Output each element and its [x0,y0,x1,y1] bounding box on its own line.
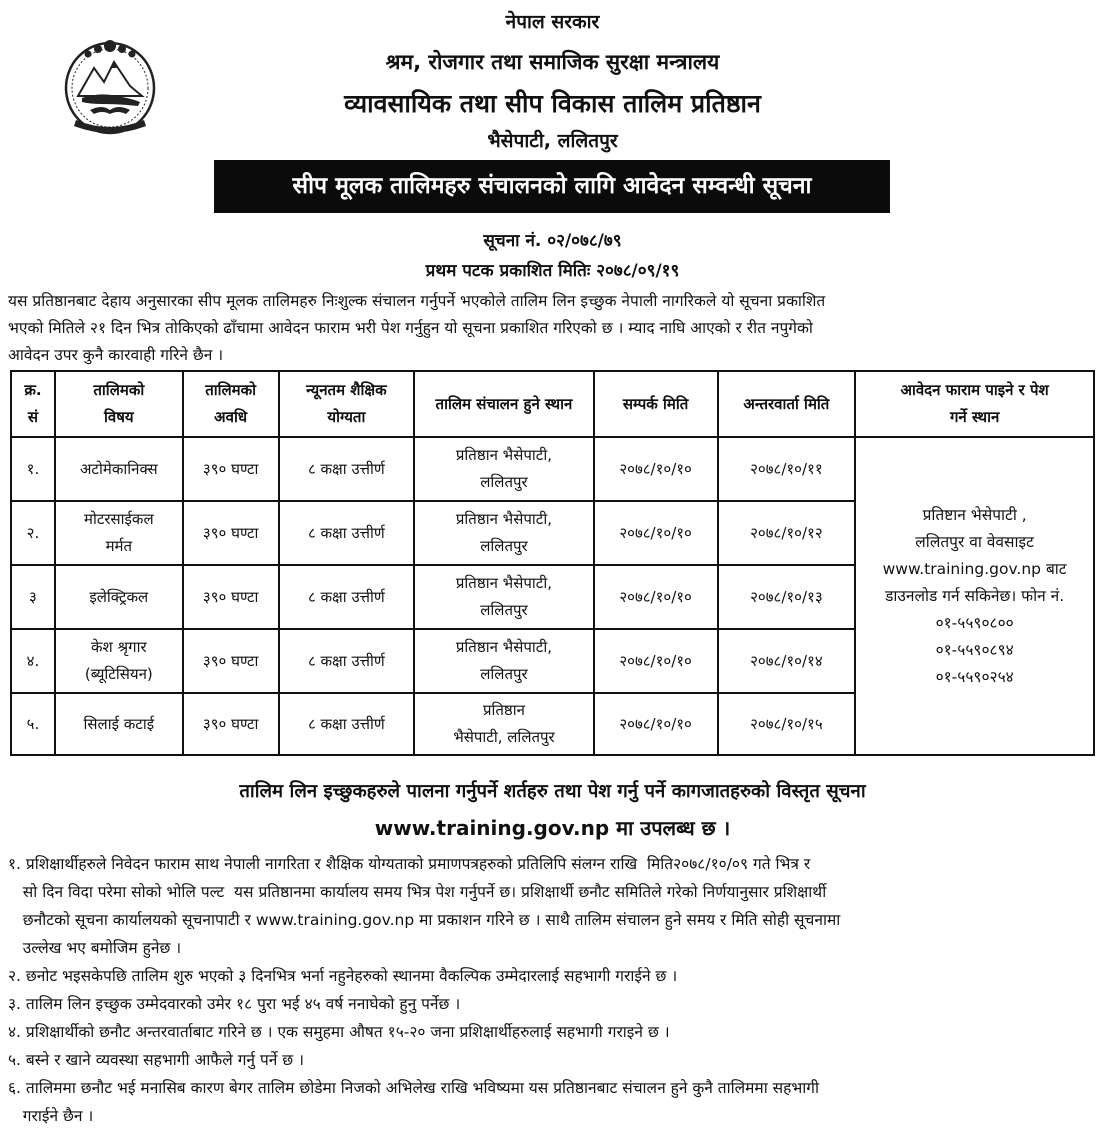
header-interview-date: अन्तरवार्ता मिति [718,371,856,437]
intro-paragraph [8,288,1096,369]
header-form-place: आवेदन फाराम पाइने र पेश गर्ने स्थान [855,371,1094,437]
terms-line: सो दिन विदा परेमा सोको भोलि पल्ट यस प्रतिष्ठानमा कार्यालय समय भित्र पेश गर्नुपर्ने छ। प्रशिक्षार्थी छनौट समितिले गरेको निर्णयानुसार प्रशिक्षार्थी [8,883,827,901]
row-qualification: ८ कक्षा उत्तीर्ण [279,629,415,693]
row-sn: ५. [11,693,55,755]
header-duration: तालिमको अवधि [183,371,279,437]
row-sn: २. [11,501,55,565]
row-subject: सिलाई कटाई [55,693,183,755]
row-interview-date: २०७८/१०/११ [718,437,856,501]
row-venue: प्रतिष्ठान भैसेपाटी, ललितपुर [414,437,594,501]
row-qualification: ८ कक्षा उत्तीर्ण [279,437,415,501]
row-contact-date: २०७८/१०/१० [594,501,718,565]
row-subject: इलेक्ट्रिकल [55,565,183,629]
details-title: तालिम लिन इच्छुकहरुले पालना गर्नुपर्ने शर्तहरु तथा पेश गर्नु पर्ने कागजातहरुको विस्तृत सूचना [239,781,866,802]
row-duration: ३९० घण्टा [183,501,279,565]
terms-line: छनौटको सूचना कार्यालयको सूचनापाटी र www.training.gov.np मा प्रकाशन गरिने छ । साथै तालिम संचालन हुने समय र मिति सोही सूचनामा [8,911,841,929]
terms-line: ४. प्रशिक्षार्थीको छनौट अन्तरवार्ताबाट गरिने छ । एक समुहमा औषत १५-२० जना प्रशिक्षार्थीहरुलाई सहभागी गराइने छ । [8,1023,670,1041]
form-place-cell: प्रतिष्टान भेसेपाटी , ललितपुर वा वेवसाइट www.training.gov.np बाट डाउनलोड गर्न सकिनेछ। फोन नं. ०१-५५९०८०० ०१-५५९०८९४ ०१-५५९०२५४ [855,437,1094,755]
header-qualification: न्यूनतम शैक्षिक योग्यता [279,371,415,437]
details-website: www.training.gov.np मा उपलब्ध छ । [374,816,731,840]
notice-number: सूचना नं. ०२/०७८/७९ [483,231,622,251]
notice-banner: सीप मूलक तालिमहरु संचालनको लागि आवेदन सम्वन्धी सूचना [214,160,890,213]
terms-list [8,850,1098,1130]
ministry-title: श्रम, रोजगार तथा समाजिक सुरक्षा मन्त्रालय [385,50,720,74]
header-venue: तालिम संचालन हुने स्थान [414,371,594,437]
row-duration: ३९० घण्टा [183,437,279,501]
intro-line: आवेदन उपर कुनै कारवाही गरिने छैन । [8,346,224,364]
row-subject: मोटरसाईकल मर्मत [55,501,183,565]
row-contact-date: २०७८/१०/१० [594,629,718,693]
row-contact-date: २०७८/१०/१० [594,565,718,629]
row-venue: प्रतिष्ठान भैसेपाटी, ललितपुर [414,629,594,693]
government-title: नेपाल सरकार [505,11,600,33]
row-interview-date: २०७८/१०/१५ [718,693,856,755]
terms-line: ५. बस्ने र खाने व्यवस्था सहभागी आफैले गर्नु पर्ने छ । [8,1051,304,1069]
row-interview-date: २०७८/१०/१४ [718,629,856,693]
header-contact-date: सम्पर्क मिति [594,371,718,437]
row-interview-date: २०७८/१०/१२ [718,501,856,565]
row-qualification: ८ कक्षा उत्तीर्ण [279,501,415,565]
row-duration: ३९० घण्टा [183,629,279,693]
training-table [10,370,1095,756]
published-date: प्रथम पटक प्रकाशित मितिः २०७८/०९/१९ [425,261,680,281]
intro-line: भएको मितिले २१ दिन भित्र तोकिएको ढाँचामा आवेदन फाराम भरी पेश गर्नुहुन यो सूचना प्रकाशित गरिएको छ । म्याद नाघि आएको र रीत नपुगेको [8,319,813,337]
institute-location: भैसेपाटी, ललितपुर [487,130,618,152]
terms-line: उल्लेख भए बमोजिम हुनेछ । [8,939,182,957]
header-sn: क्र. सं [11,371,55,437]
terms-line: १. प्रशिक्षार्थीहरुले निवेदन फाराम साथ नेपाली नागरिता र शैक्षिक योग्यताको प्रमाणपत्रहरुको प्रतिलिपि संलग्न राखि मिति२०७८/१०/०९ गते भित्र र [8,855,811,873]
row-sn: ४. [11,629,55,693]
row-venue: प्रतिष्ठान भैसेपाटी, ललितपुर [414,693,594,755]
table-header-row [11,371,1094,437]
row-contact-date: २०७८/१०/१० [594,693,718,755]
row-duration: ३९० घण्टा [183,565,279,629]
row-qualification: ८ कक्षा उत्तीर्ण [279,693,415,755]
row-venue: प्रतिष्ठान भैसेपाटी, ललितपुर [414,501,594,565]
row-duration: ३९० घण्टा [183,693,279,755]
intro-line: यस प्रतिष्ठानबाट देहाय अनुसारका सीप मूलक तालिमहरु निःशुल्क संचालन गर्नुपर्ने भएकोले तालिम लिन इच्छुक नेपाली नागरिकले यो सूचना प्रकाशित [8,292,826,310]
terms-line: २. छनोट भइसकेपछि तालिम शुरु भएको ३ दिनभित्र भर्ना नहुनेहरुको स्थानमा वैकल्पिक उम्मेदारलाई सहभागी गराईने छ । [8,967,678,985]
row-sn: ३ [11,565,55,629]
row-subject: केश श्रृगार (ब्यूटिसियन) [55,629,183,693]
header-subject: तालिमको विषय [55,371,183,437]
row-sn: १. [11,437,55,501]
institute-title: व्यावसायिक तथा सीप विकास तालिम प्रतिष्ठान [344,89,761,118]
row-qualification: ८ कक्षा उत्तीर्ण [279,565,415,629]
row-interview-date: २०७८/१०/१३ [718,565,856,629]
terms-line: गराईने छैन । [8,1107,94,1125]
terms-line: ६. तालिममा छनौट भई मनासिब कारण बेगर तालिम छोडेमा निजको अभिलेख राखि भविष्यमा यस प्रतिष्ठानबाट संचालन हुने कुनै तालिममा सहभागी [8,1079,820,1097]
terms-line: ३. तालिम लिन इच्छुक उम्मेदवारको उमेर १८ पुरा भई ४५ वर्ष ननाघेको हुनु पर्नेछ । [8,995,461,1013]
row-venue: प्रतिष्ठान भैसेपाटी, ललितपुर [414,565,594,629]
table-row [11,437,1094,501]
row-contact-date: २०७८/१०/१० [594,437,718,501]
row-subject: अटोमेकानिक्स [55,437,183,501]
